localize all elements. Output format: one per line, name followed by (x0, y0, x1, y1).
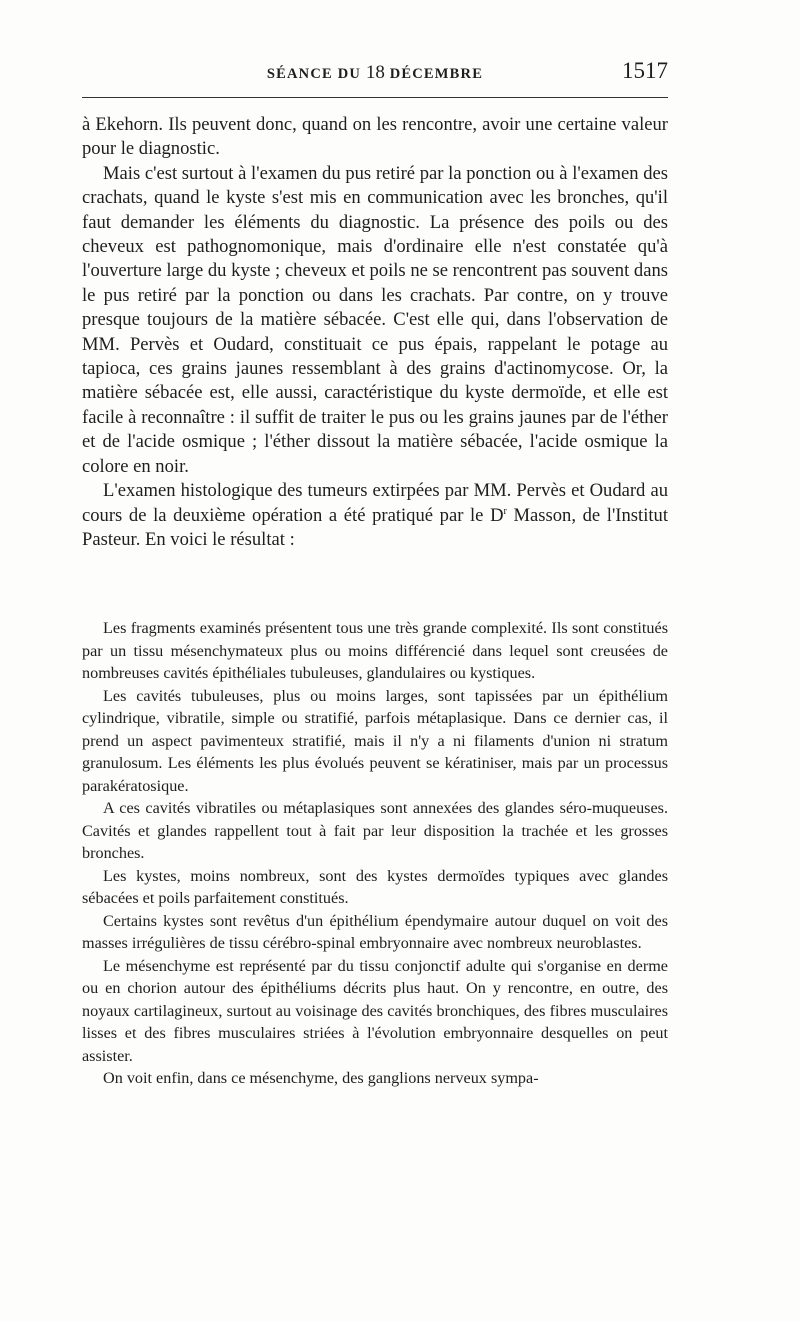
header-rule (82, 97, 668, 98)
running-head-title (82, 62, 668, 84)
report-paragraph: A ces cavités vibratiles ou métaplasiques sont annexées des glandes séro-muqueuses. Cavités et glandes rappellent tout à fait par leur disposition la trachée et les grosses bronches. (82, 799, 668, 862)
paragraph: Mais c'est surtout à l'examen du pus retiré par la ponction ou à l'examen des crachats, quand le kyste s'est mis en communication avec les bronches, qu'il faut demander les éléments du diagnostic. La présence des poils ou des cheveux est pathognomonique, mais d'ordinaire elle n'est constatée qu'à l'ouverture large du kyste ; cheveux et poils ne se rencontrent pas souvent dans le pus retiré par la ponction ou dans les crachats. Par contre, on y trouve presque toujours de la matière sébacée. C'est elle qui, dans l'observation de MM. Pervès et Oudard, constituait ce pus épais, rappelant le potage au tapioca, ces grains jaunes ressemblant à des grains d'actinomycose. Or, la matière sébacée est, elle aussi, caractéristique du kyste dermoïde, et elle est facile à reconnaître : il suffit de traiter le pus ou les grains jaunes par de l'éther et de l'acide osmique ; l'éther dissout la matière sébacée, l'acide osmique la colore en noir. (82, 162, 668, 477)
title-day: 18 (365, 62, 385, 83)
report-paragraph: Les fragments examinés présentent tous une très grande complexité. Ils sont constitués par un tissu mésenchymateux plus ou moins différencié dans lequel sont creusées de nombreuses cavités épithéliales tubuleuses, glandulaires ou kystiques. (82, 619, 668, 682)
exam-text-after: Masson, de l'Institut Pasteur. En voici le résultat : (82, 504, 668, 550)
title-prefix: SÉANCE DU (266, 66, 366, 82)
running-head (82, 58, 668, 86)
report-paragraph: Le mésenchyme est représenté par du tissu conjonctif adulte qui s'organise en derme ou en chorion autour des épithéliums décrits plus haut. On y rencontre, en outre, des noyaux cartilagineux, surtout au voisinage des cavités bronchiques, des fibres musculaires lisses et des fibres musculaires striées à l'évolution embryonnaire desquelles on peut assister. (82, 956, 668, 1065)
paragraph: à Ekehorn. Ils peuvent donc, quand on les rencontre, avoir une certaine valeur pour le diagnostic. (82, 114, 668, 160)
exam-superscript: r (503, 505, 507, 517)
exam-text-before: L'examen histologique des tumeurs extirpées par MM. Pervès et Oudard au cours de la deuxième opération a été pratiqué par le D (82, 480, 668, 526)
report-paragraph: Les cavités tubuleuses, plus ou moins larges, sont tapissées par un épithélium cylindrique, vibratile, simple ou stratifié, parfois métaplasique. Dans ce dernier cas, il prend un aspect pavimenteux stratifié, mais il n'y a ni filaments d'union ni stratum granulosum. Les éléments les plus évolués peuvent se kératiniser, mais par un processus parakératosique. (82, 686, 668, 795)
main-text (82, 113, 668, 552)
report-paragraph: Les kystes, moins nombreux, sont des kystes dermoïdes typiques avec glandes sébacées et poils parfaitement constitués. (82, 866, 668, 907)
report-paragraph: On voit enfin, dans ce mésenchyme, des ganglions nerveux sympa- (103, 1069, 539, 1087)
title-month: DÉCEMBRE (384, 66, 484, 82)
page-number: 1517 (622, 58, 668, 83)
paragraph-examen (82, 479, 668, 552)
histology-report (82, 617, 668, 1090)
report-paragraph: Certains kystes sont revêtus d'un épithélium épendymaire autour duquel on voit des masses irrégulières de tissu cérébro-spinal embryonnaire avec nombreux neuroblastes. (82, 911, 668, 952)
